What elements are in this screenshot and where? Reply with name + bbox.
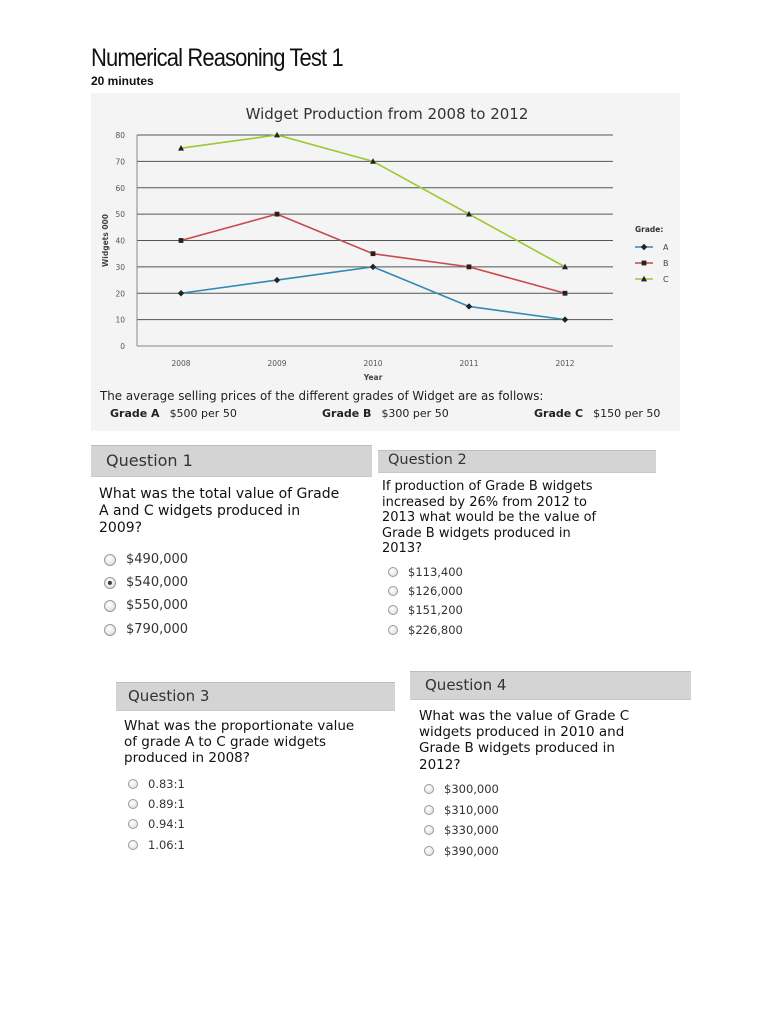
legend-marker [641,244,647,250]
data-point-A [274,277,280,283]
question-line: 2009? [99,519,143,536]
option-label: $226,800 [408,623,463,637]
question-line: If production of Grade B widgets [382,479,593,494]
option-label: $790,000 [126,622,189,637]
data-point-A [178,290,184,296]
question-line: 2013? [382,541,422,557]
radio-button[interactable] [128,819,138,829]
radio-button[interactable] [388,625,398,635]
radio-button-selected[interactable] [104,577,116,589]
y-tick-label: 20 [115,289,125,299]
q3-option[interactable] [128,838,185,852]
option-label: $310,000 [444,803,499,817]
option-label: 0.83:1 [148,777,185,791]
price-value: $150 per 50 [593,407,661,420]
question-4-header: Question 4 [410,671,691,700]
data-point-A [466,303,472,309]
question-line: What was the proportionate value [124,718,355,734]
question-line: of grade A to C grade widgets [124,734,327,751]
chart-title: Widget Production from 2008 to 2012 [245,105,529,123]
q4-option[interactable] [424,803,499,817]
price-grade-label: Grade B [322,407,372,420]
test-duration: 20 minutes [91,74,154,88]
y-tick-label: 50 [115,210,125,220]
price-grade-b [322,407,449,420]
radio-button[interactable] [424,846,434,856]
q2-option[interactable] [388,584,463,598]
production-chart [91,93,680,431]
data-point-B [275,212,280,217]
question-line: increased by 26% from 2012 to [382,494,587,510]
price-grade-label: Grade C [534,407,584,420]
radio-button[interactable] [128,799,138,809]
q2-option[interactable] [388,623,463,637]
y-tick-label: 60 [115,183,125,193]
option-label: 0.94:1 [148,817,185,831]
q4-option[interactable] [424,782,499,796]
option-label: $490,000 [126,552,189,567]
question-line: widgets produced in 2010 and [419,724,625,741]
price-value: $300 per 50 [381,407,449,420]
q4-option[interactable] [424,823,499,837]
legend-marker [642,261,647,266]
x-tick-label: 2009 [267,359,287,368]
radio-button[interactable] [424,784,434,794]
data-point-B [563,291,568,296]
question-line: 2013 what would be the value of [382,510,597,526]
question-4-text [419,708,629,773]
x-tick-label: 2010 [363,359,383,368]
data-point-B [467,264,472,269]
price-value: $500 per 50 [169,407,237,420]
option-label: 0.89:1 [148,797,185,811]
radio-button[interactable] [424,825,434,835]
y-tick-label: 70 [115,157,125,167]
option-label: $390,000 [444,844,499,858]
question-1-header: Question 1 [91,445,372,477]
question-line: produced in 2008? [124,750,250,767]
q4-option[interactable] [424,844,499,858]
radio-button[interactable] [388,586,398,596]
data-point-B [179,238,184,243]
data-point-A [562,316,568,322]
q3-option[interactable] [128,797,185,811]
y-tick-label: 10 [115,315,125,325]
question-3-text [124,718,354,767]
x-axis-label: Year [363,373,383,382]
option-label: $330,000 [444,823,499,837]
question-line: What was the value of Grade C [419,708,630,724]
series-line-C [181,135,565,267]
y-axis-label: Widgets 000 [101,214,110,267]
q1-option[interactable] [104,575,188,590]
q3-option[interactable] [128,777,185,791]
question-line: 2012? [419,756,461,773]
legend-title: Grade: [635,225,664,234]
option-label: $550,000 [126,598,189,613]
option-label: $126,000 [408,584,463,598]
radio-button[interactable] [128,779,138,789]
question-2-header: Question 2 [378,450,656,473]
x-tick-label: 2008 [171,359,191,368]
y-tick-label: 40 [115,236,125,246]
data-point-A [370,264,376,270]
x-tick-label: 2011 [459,359,479,368]
line-chart [91,93,680,431]
question-1-text [99,486,339,536]
y-tick-label: 30 [115,262,125,272]
q2-option[interactable] [388,603,463,617]
radio-button[interactable] [388,567,398,577]
radio-button[interactable] [388,605,398,615]
legend-label: B [663,259,669,268]
q1-option[interactable] [104,622,188,637]
q1-option[interactable] [104,598,188,613]
question-line: Grade B widgets produced in [382,525,571,541]
question-3-header: Question 3 [116,682,395,711]
price-grade-c [534,407,660,420]
question-line: Grade B widgets produced in [419,740,615,757]
prices-intro: The average selling prices of the different grades of Widget are as follows: [100,388,544,403]
q1-option[interactable] [104,552,188,567]
q2-option[interactable] [388,565,463,579]
option-label: $540,000 [126,575,189,590]
option-label: $151,200 [408,603,463,617]
data-point-B [371,251,376,256]
legend-label: C [663,275,669,284]
option-label: $113,400 [408,565,463,579]
price-grade-label: Grade A [110,407,160,420]
y-tick-label: 80 [115,131,125,140]
question-line: A and C widgets produced in [99,502,301,519]
q3-option[interactable] [128,817,185,831]
radio-button[interactable] [128,840,138,850]
radio-button[interactable] [104,624,116,636]
y-tick-label: 0 [120,342,125,351]
radio-button[interactable] [104,600,116,612]
page-title: Numerical Reasoning Test 1 [91,44,343,72]
question-2-text [382,479,596,557]
option-label: 1.06:1 [148,838,185,852]
price-grade-a [110,407,237,420]
x-tick-label: 2012 [555,359,575,368]
legend-label: A [663,243,669,252]
question-line: What was the total value of Grade [99,486,340,502]
radio-button[interactable] [424,805,434,815]
option-label: $300,000 [444,782,499,796]
radio-button[interactable] [104,554,116,566]
